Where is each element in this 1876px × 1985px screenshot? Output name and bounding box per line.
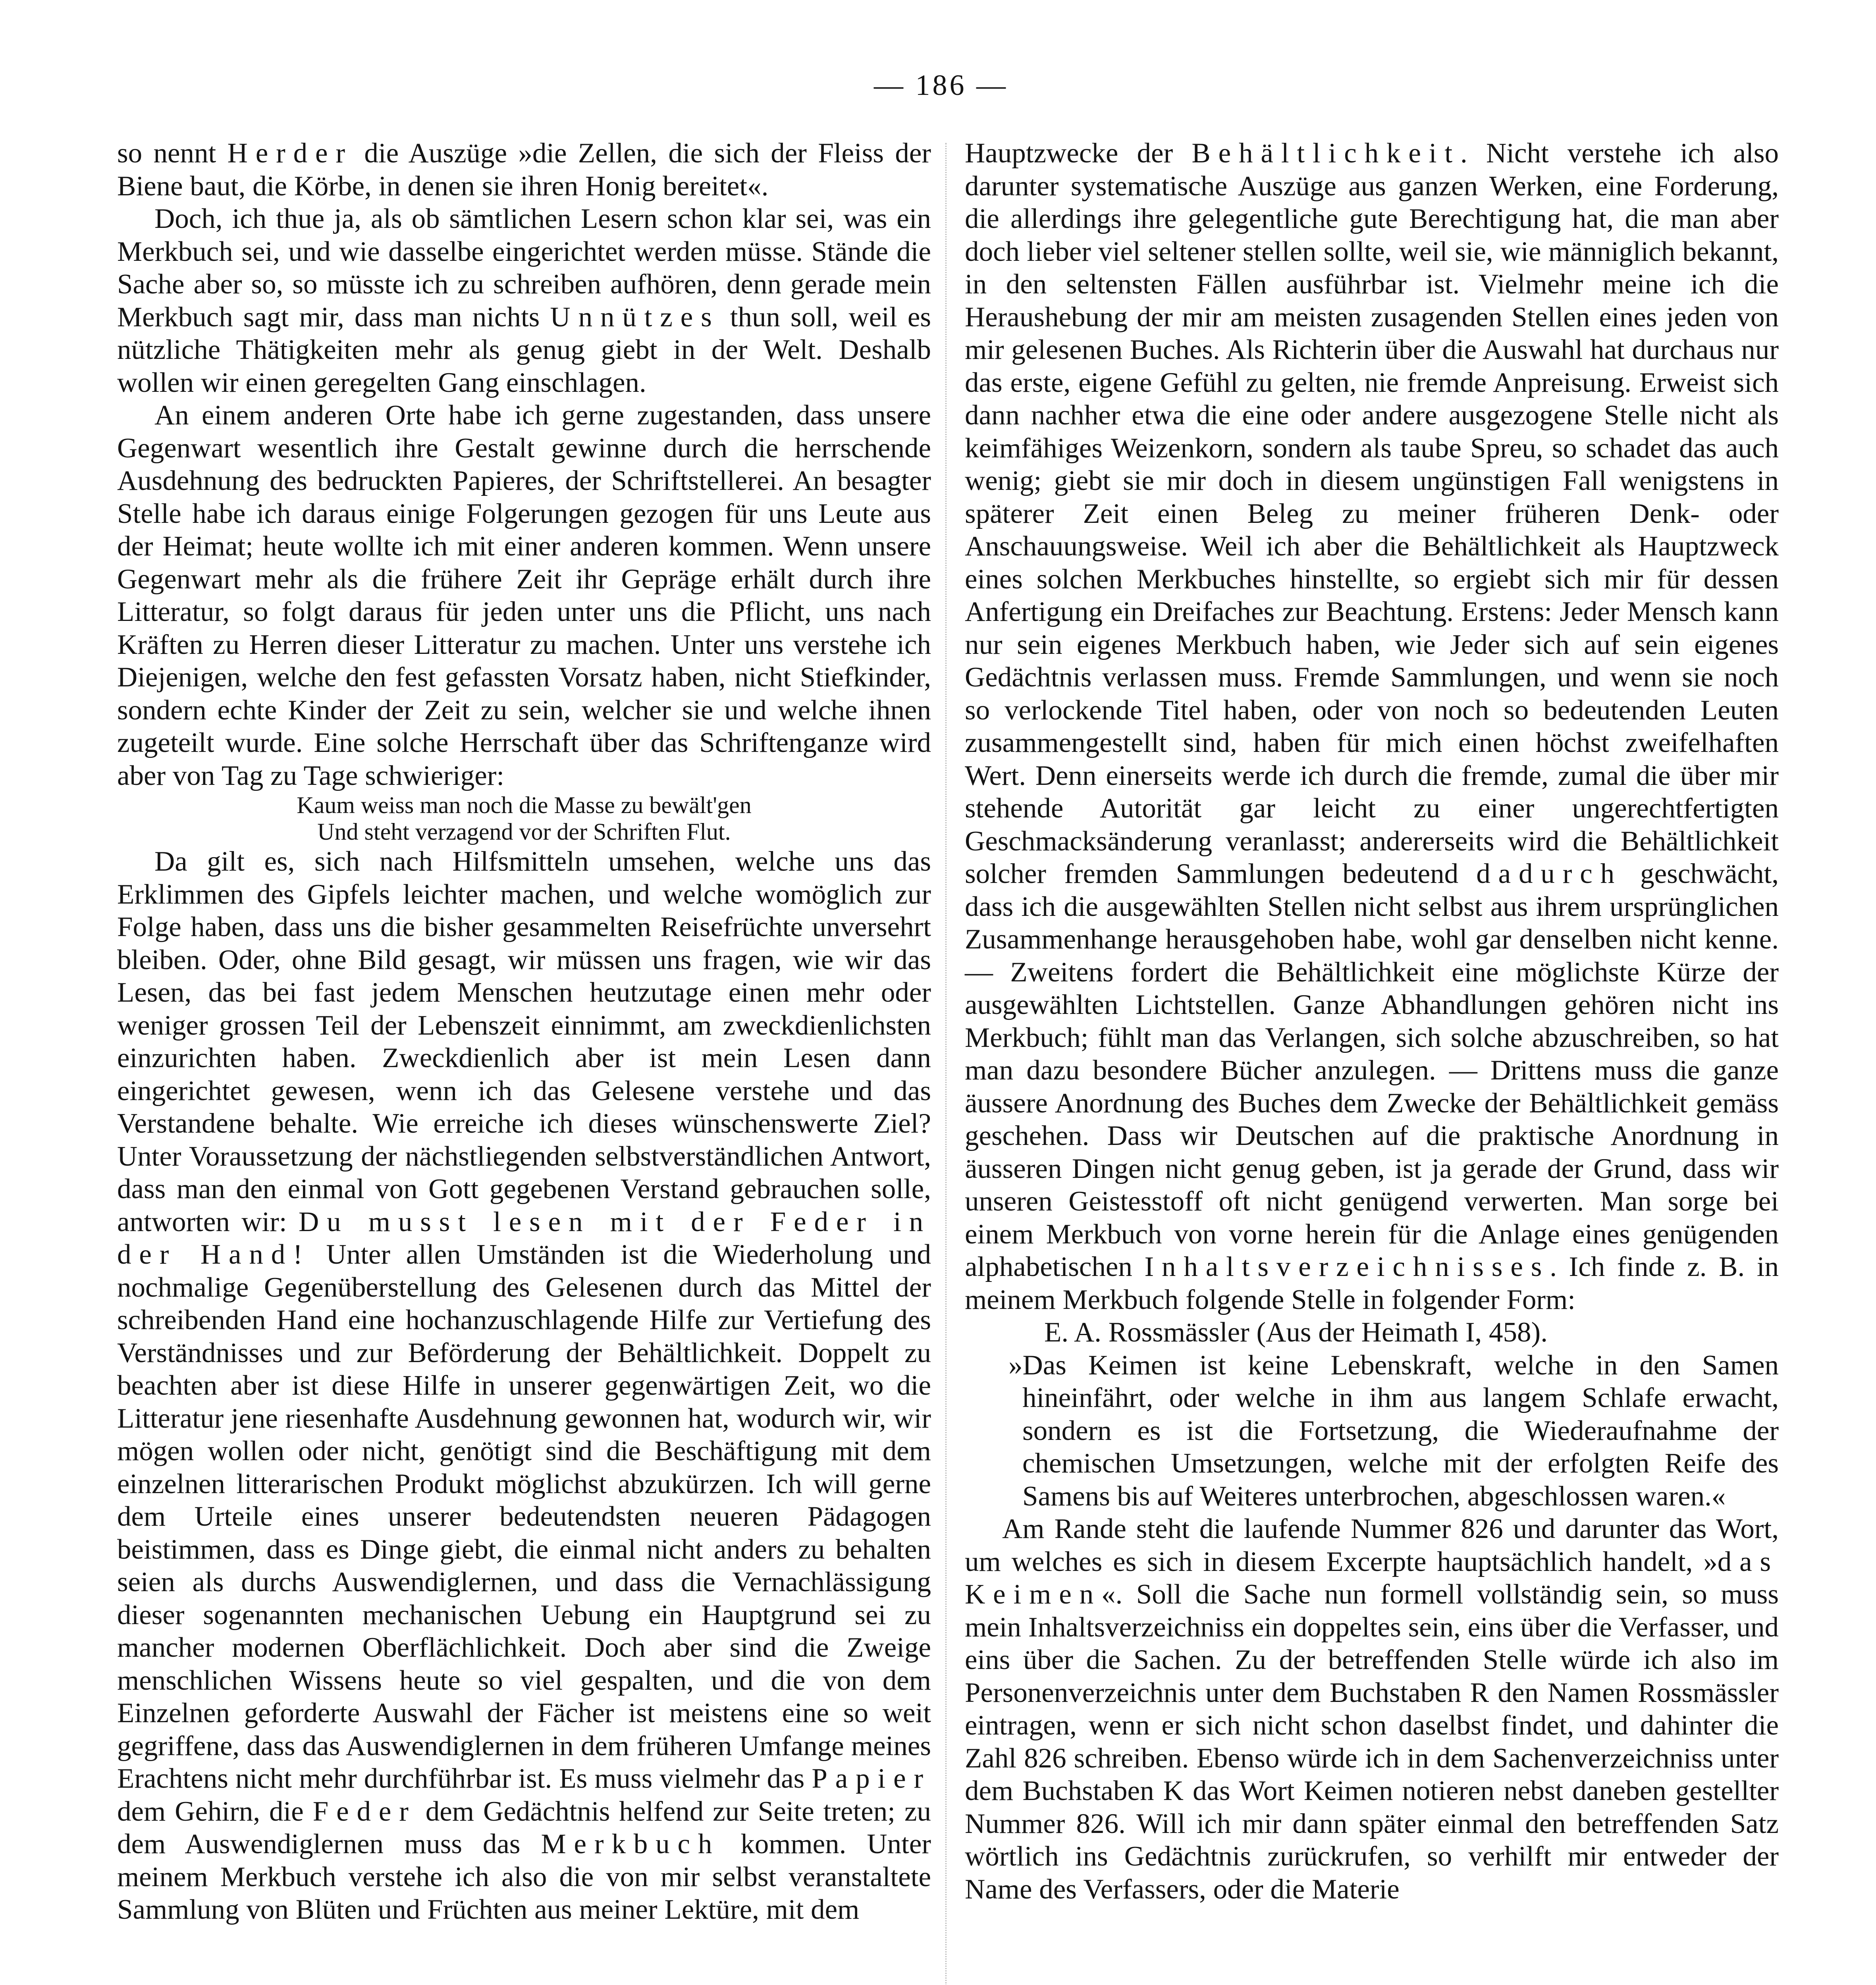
excerpt-quote: »Das Keimen ist keine Lebenskraft, welche in den Samen hineinfährt, oder welche in ihm aus langem Schlafe erwacht, sondern es ist die Fortsetzung, die Wiederaufnahme der chemischen Umsetzungen, welche mit der erfolgten Reife des Samens bis auf Weiteres unterbrochen, abgeschlossen waren.« bbox=[1008, 1349, 1779, 1512]
verse-line: Kaum weiss man noch die Masse zu bewält'gen bbox=[297, 792, 752, 818]
text-segment: Am Rande steht die laufende Nummer 826 und darunter das Wort, um welches es sich in diesem Excerpte hauptsächlich handelt, » bbox=[965, 1513, 1779, 1577]
verse-quote bbox=[117, 792, 931, 845]
text-segment: Da gilt es, sich nach Hilfsmitteln umsehen, welche uns das Erklimmen des Gipfels leichter machen, und welche womöglich zur Folge haben, dass uns die bisher gesammelten Reisefrüchte unversehrt bleiben. Oder, ohne Bild gesagt, wir müssen uns fragen, wie wir das Lesen, das bei fast jedem Menschen heutzutage einen mehr oder weniger grossen Teil der Lebenszeit einnimmt, am zweckdienlichsten einzurichten haben. Zweckdienlich aber ist mein Lesen dann eingerichtet gewesen, wenn ich das Gelesene verstehe und das Verstandene behalte. Wie erreiche ich dieses wünschenswerte Ziel? Unter Voraussetzung der nächstliegenden selbstverständlichen Antwort, dass man den einmal von Gott gegebenen Verstand gebrauchen solle, antworten wir: bbox=[117, 846, 931, 1237]
right-column bbox=[965, 137, 1779, 1906]
text-segment: die Auszüge »die Zellen, die sich der Fleiss der Biene baut, die Körbe, in denen sie ihren Honig bereitet«. bbox=[117, 138, 931, 202]
emphasis-feder: Feder bbox=[312, 1796, 416, 1827]
left-column bbox=[117, 137, 931, 1926]
text-segment: thun soll, weil es nützliche Thätigkeiten mehr als genug giebt in der Welt. Deshalb wollen wir einen geregelten Gang einschlagen. bbox=[117, 301, 931, 398]
text-segment: Unter allen Umständen ist die Wiederholung und nochmalige Gegenüberstellung des Gelesenen durch das Mittel der schreibenden Hand eine hochanzuschlagende Hilfe zur Vertiefung des Verständnisses und zur Beförderung der Behältlichkeit. Doppelt zu beachten aber ist diese Hilfe in unserer gegenwärtigen Zeit, wo die Litteratur jene riesenhafte Ausdehnung gewonnen hat, wodurch wir, wir mögen wollen oder nicht, genötigt sind die Beschäftigung mit dem einzelnen litterarischen Produkt möglichst abzukürzen. Ich will gerne dem Urteile eines unserer bedeutendsten neueren Pädagogen beistimmen, dass es Dinge giebt, die einmal nicht anders zu behalten seien als durchs Auswendiglernen, und dass die Vernachlässigung dieser sogenannten mechanischen Uebung ein Hauptgrund sei zu mancher modernen Oberflächlichkeit. Doch aber sind die Zweige menschlichen Wissens heute so viel gespalten, und die von dem Einzelnen geforderte Auswahl der Fächer ist meistens eine so weit gegriffene, dass das Auswendiglernen in dem früheren Umfange meines Erachtens nicht mehr durchführbar ist. Es muss vielmehr das bbox=[117, 1239, 931, 1794]
paragraph-gegenwart bbox=[117, 399, 931, 792]
text-segment: kommen. Unter meinem Merkbuch verstehe ich also die von mir selbst veranstaltete Sammlung von Blüten und Früchten aus meiner Lektüre, mit dem bbox=[117, 1829, 931, 1925]
emphasis-unnuetzes: Unnützes bbox=[550, 301, 720, 333]
emphasis-merkbuch: Merkbuch bbox=[541, 1829, 720, 1860]
emphasis-inhaltsverzeichnis: Inhaltsverzeichnisses bbox=[1144, 1251, 1550, 1282]
text-segment: so nennt bbox=[117, 138, 228, 169]
paragraph-merkbuch-intro bbox=[117, 202, 931, 399]
column-divider bbox=[945, 143, 947, 1985]
emphasis-behaeltlichkeit: Behältlichkeit bbox=[1192, 138, 1461, 169]
excerpt-source: E. A. Rossmässler (Aus der Heimath I, 458). bbox=[1044, 1317, 1548, 1348]
text-segment: . Nicht verstehe ich also darunter systematische Auszüge aus ganzen Werken, eine Forderung, die allerdings ihre gelegentliche gute Berechtigung hat, die man aber doch lieber viel seltener stellen sollte, weil sie, wie männiglich bekannt, in den seltensten Fällen ausführbar ist. Vielmehr meine ich die Heraushebung der mir am meisten zusagenden Stellen eines jeden von mir gelesenen Buches. Als Richterin über die Auswahl hat durchaus nur das erste, eigene Gefühl zu gelten, nie fremde Anpreisung. Erweist sich dann nachher etwa die eine oder andere ausgezogene Stelle nicht als keimfähiges Weizenkorn, sondern als taube Spreu, so schadet das auch wenig; giebt sie mir doch in diesem ungünstigen Fall wenigstens in späterer Zeit einen Beleg zu meiner früheren Denk- oder Anschauungsweise. Weil ich aber die Behältlichkeit als Hauptzweck eines solchen Merkbuches hinstellte, so ergiebt sich mir für dessen Anfertigung ein Dreifaches zur Beachtung. Erstens: Jeder Mensch kann nur sein eigenes Merkbuch haben, wie Jeder sich auf sein eigenes Gedächtnis verlassen muss. Fremde Sammlungen, und wenn sie noch so verlockende Titel haben, oder von noch so bedeutenden Leuten zusammengestellt sind, haben für mich einen höchst zweifelhaften Wert. Denn einerseits werde ich durch die fremde, zumal die über mir stehende Autorität gar leicht zu einer ungerechtfertigten Geschmacksänderung veranlasst; andererseits wird die Behältlichkeit solcher fremden Sammlungen bedeutend bbox=[965, 138, 1779, 889]
emphasis-das-keimen: das Keimen bbox=[965, 1546, 1779, 1610]
paragraph-behaeltlichkeit bbox=[965, 137, 1779, 1316]
text-segment: «. Soll die Sache nun formell vollständig sein, so muss mein Inhaltsverzeichniss ein doppeltes sein, eins über die Verfasser, und eins über die Sachen. Zu der betreffenden Stelle würde ich also im Personenverzeichnis unter dem Buchstaben R den Namen Rossmässler eintragen, wenn er sich nicht schon daselbst findet, und dahinter die Zahl 826 schreiben. Ebenso würde ich in dem Sachenverzeichniss unter dem Buchstaben K das Wort Keimen notieren nebst daneben gestellter Nummer 826. Will ich mir dann später einmal den betreffenden Satz wörtlich ins Gedächtnis zurückrufen, so verhilft mir entweder der Name des Verfassers, oder die Materie bbox=[965, 1579, 1779, 1905]
text-segment: An einem anderen Orte habe ich gerne zugestanden, dass unsere Gegenwart wesentlich ihre Gestalt gewinne durch die herrschende Ausdehnung des bedruckten Papieres, der Schriftstellerei. An besagter Stelle habe ich daraus einige Folgerungen gezogen für uns Leute aus der Heimat; heute wollte ich mit einer anderen kommen. Wenn unsere Gegenwart mehr als die frühere Zeit ihr Gepräge erhält durch ihre Litteratur, so folgt daraus für jeden unter uns die Pflicht, uns nach Kräften zu Herren dieser Litteratur zu machen. Unter uns verstehe ich Diejenigen, welche den fest gefassten Vorsatz haben, nicht Stiefkinder, sondern echte Kinder der Zeit zu sein, welcher sie und welche ihnen zugeteilt wurde. Eine solche Herrschaft über das Schriftenganze wird aber von Tag zu Tage schwieriger: bbox=[117, 400, 931, 791]
emphasis-feder-motto: Du musst lesen mit der Feder in der Hand! bbox=[117, 1206, 931, 1270]
paragraph-hilfsmittel bbox=[117, 845, 931, 1926]
text-segment: dem Gedächtnis helfend zur Seite treten; zu dem Auswendiglernen muss das bbox=[117, 1796, 931, 1860]
paragraph-herder bbox=[117, 137, 931, 202]
emphasis-herder: Herder bbox=[227, 138, 353, 169]
excerpt-block bbox=[965, 1316, 1779, 1513]
paragraph-inhaltsverzeichnis bbox=[965, 1513, 1779, 1906]
verse-line: Und steht verzagend vor der Schriften Flut. bbox=[317, 819, 731, 845]
text-segment: Hauptzwecke der bbox=[965, 138, 1192, 169]
text-segment: dem Gehirn, die bbox=[117, 1796, 313, 1827]
emphasis-papier: Papier bbox=[812, 1763, 931, 1794]
text-segment: Doch, ich thue ja, als ob sämtlichen Lesern schon klar sei, was ein Merkbuch sei, und wie dasselbe eingerichtet werden müsse. Stände die Sache aber so, so müsste ich zu schreiben aufhören, denn gerade mein Merkbuch sagt mir, dass man nichts bbox=[117, 203, 931, 333]
text-segment: . Ich finde z. B. in meinem Merkbuch folgende Stelle in folgender Form: bbox=[965, 1251, 1779, 1315]
text-segment: geschwächt, dass ich die ausgewählten Stellen nicht selbst aus ihrem ursprünglichen Zusammenhange herausgehoben habe, wohl gar denselben nicht kenne. — Zweitens fordert die Behältlichkeit eine möglichste Kürze der ausgewählten Lichtstellen. Ganze Abhandlungen gehören nicht ins Merkbuch; fühlt man das Verlangen, sich solche abzuschreiben, so hat man dazu besondere Bücher anzulegen. — Drittens muss die ganze äussere Anordnung des Buches dem Zwecke der Behältlichkeit gemäss geschehen. Dass wir Deutschen auf die praktische Anordnung in äusseren Dingen nicht genug geben, ist ja gerade der Grund, dass wir unseren Geistesstoff oft nicht genügend verwerten. Man sorge bei einem Merkbuch von vorne herein für die Anlage eines genügenden alphabetischen bbox=[965, 858, 1779, 1282]
emphasis-dadurch: dadurch bbox=[1476, 858, 1623, 889]
page-number: — 186 — bbox=[874, 69, 1008, 102]
